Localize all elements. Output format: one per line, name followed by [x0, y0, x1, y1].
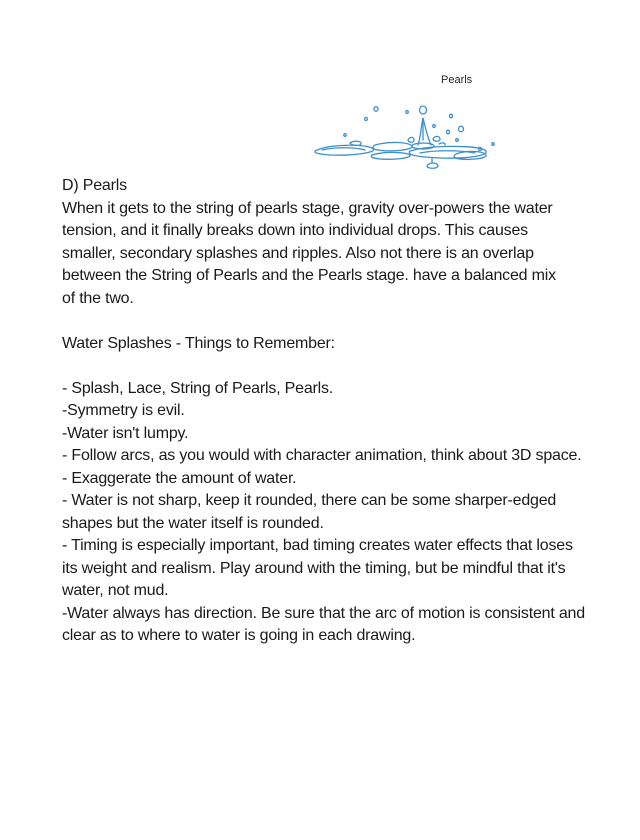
tip-line: - Exaggerate the amount of water.	[62, 469, 297, 487]
water-splash-pearls-icon	[310, 100, 510, 180]
paragraph-line: between the String of Pearls and the Pearls stage. have a balanced mix	[62, 267, 556, 284]
section-heading: D) Pearls	[62, 177, 127, 194]
figure-caption: Pearls	[441, 74, 473, 86]
tip-line: -Symmetry is evil.	[62, 402, 185, 419]
paragraph-line: smaller, secondary splashes and ripples. Also not there is an overlap	[62, 244, 534, 262]
tip-line: -Water isn't lumpy.	[62, 424, 189, 442]
paragraph-line: When it gets to the string of pearls stage, gravity over-powers the water	[62, 199, 553, 217]
tip-line: water, not mud.	[62, 582, 169, 599]
spacer	[62, 310, 562, 333]
tip-line: clear as to where to water is going in each drawing.	[62, 627, 416, 644]
spacer	[62, 355, 562, 378]
paragraph-line: tension, and it finally breaks down into individual drops. This causes	[62, 222, 528, 239]
tip-line: -Water always has direction. Be sure that the arc of motion is consistent and	[62, 604, 585, 622]
document-body	[62, 175, 585, 648]
tip-line: its weight and realism. Play around with the timing, but be mindful that it's	[62, 559, 566, 577]
tip-line: shapes but the water itself is rounded.	[62, 514, 324, 532]
tips-title: Water Splashes - Things to Remember:	[62, 334, 335, 352]
tip-line: - Splash, Lace, String of Pearls, Pearls.	[62, 379, 334, 397]
tip-line: - Follow arcs, as you would with character animation, think about 3D space.	[62, 447, 582, 464]
tip-line: - Timing is especially important, bad timing creates water effects that loses	[62, 537, 573, 554]
paragraph-line: of the two.	[62, 289, 134, 307]
tip-line: - Water is not sharp, keep it rounded, there can be some sharper-edged	[62, 492, 557, 509]
